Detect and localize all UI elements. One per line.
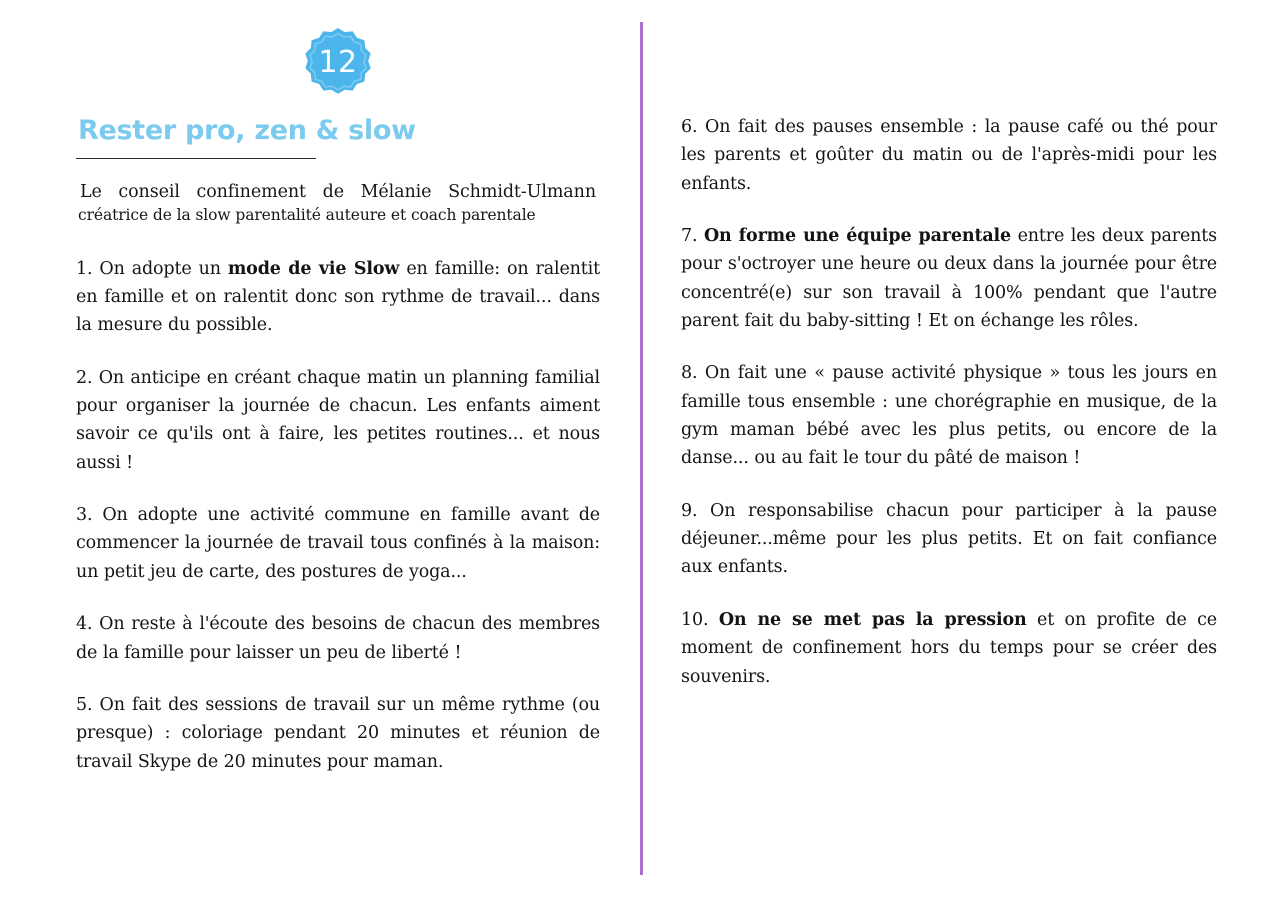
tip-item: [76, 255, 600, 340]
tip-number: 4.: [76, 614, 93, 635]
badge-container: [76, 26, 600, 102]
tip-text: On anticipe en créant chaque matin un planning familial pour organiser la journée de chacun. Les enfants aiment savoir ce qu'ils ont à faire, les petites routines... et nous aussi !: [76, 367, 600, 473]
left-tips-list: [76, 255, 600, 776]
byline-secondary: créatrice de la slow parentalité auteure et coach parentale: [78, 205, 536, 224]
tip-item: [681, 359, 1217, 472]
tip-text: en famille: on ralentit en famille et on ralentit donc son rythme de travail... dans la mesure du possible.: [76, 258, 600, 336]
column-divider: [640, 22, 643, 875]
tip-item: [681, 113, 1217, 198]
tip-text: On adopte un: [92, 258, 228, 279]
tip-number: 6.: [681, 117, 698, 137]
title-underline-rule: [76, 158, 316, 160]
tip-emphasis: On forme une équipe parentale: [703, 226, 1012, 247]
tip-number: 3.: [76, 505, 93, 526]
tip-text: On reste à l'écoute des besoins de chacun des membres de la famille pour laisser un peu de liberté !: [76, 614, 600, 663]
right-column: [681, 113, 1217, 715]
tip-number: 1.: [76, 258, 93, 279]
tip-number: 2.: [76, 367, 93, 388]
tip-emphasis: On ne se met pas la pression: [718, 609, 1027, 630]
tip-item: [76, 501, 600, 586]
tip-number: 8.: [681, 363, 698, 384]
tip-number: 7.: [681, 226, 698, 247]
tip-text: On responsabilise chacun pour participer à la pause déjeuner...même pour les plus petits. Et on fait confiance aux enfants.: [681, 500, 1217, 578]
tip-text: On fait des pauses ensemble : la pause café ou thé pour les parents et goûter du matin ou de l'après-midi pour les enfants.: [681, 117, 1217, 194]
tip-item: [76, 691, 600, 776]
tip-text: [708, 610, 718, 630]
tip-item: [76, 610, 600, 667]
tip-item: [681, 222, 1217, 335]
tip-number: 10.: [681, 609, 709, 630]
left-column: [76, 26, 600, 776]
page-title: Rester pro, zen & slow: [78, 115, 416, 146]
badge-number: 12: [318, 45, 358, 80]
tip-text: entre les deux parents pour s'octroyer une heure ou deux dans la journée pour être concentré(e) sur son travail à 100% pendant que l'autre parent fait du baby-sitting ! Et on échange les rôles.: [681, 226, 1217, 332]
tip-item: [681, 606, 1217, 691]
tip-number: 9.: [681, 500, 698, 521]
tip-item: [681, 497, 1217, 582]
tip-emphasis: mode de vie Slow: [227, 258, 400, 279]
right-tips-list: [681, 113, 1217, 691]
byline-primary: Le conseil confinement de Mélanie Schmidt-Ulmann: [80, 182, 596, 203]
tip-text: On fait des sessions de travail sur un même rythme (ou presque) : coloriage pendant 20 minutes et réunion de travail Skype de 20 minutes pour maman.: [76, 694, 600, 772]
number-badge: [300, 26, 376, 102]
tip-text: On adopte une activité commune en famille avant de commencer la journée de travail tous confinés à la maison: un petit jeu de carte, des postures de yoga...: [76, 505, 600, 582]
tip-item: [76, 364, 600, 477]
tip-text: et on profite de ce moment de confinement hors du temps pour se créer des souvenirs.: [681, 609, 1217, 687]
tip-number: 5.: [76, 694, 93, 715]
tip-text: On fait une « pause activité physique » tous les jours en famille tous ensemble : une chorégraphie en musique, de la gym maman bébé avec les plus petits, ou encore de la danse... ou au fait le tour du pâté de maison !: [681, 363, 1217, 469]
